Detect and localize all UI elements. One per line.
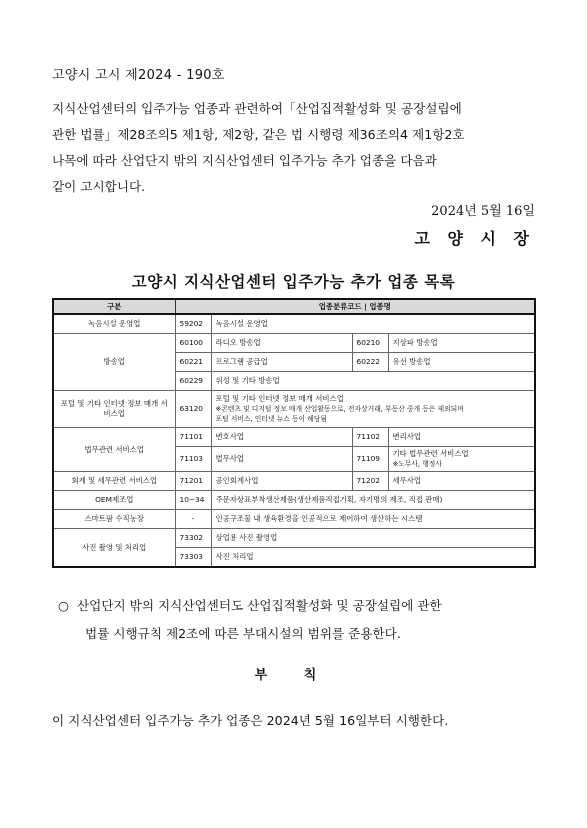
table-row <box>53 428 535 447</box>
table-row <box>53 391 535 428</box>
bullet-line: 법률 시행규칙 제2조에 따른 부대시설의 범위를 준용한다. <box>85 626 401 641</box>
table-row <box>53 491 535 510</box>
category-cell: 녹음시설 운영업 <box>53 314 175 334</box>
code-cell: 60221 <box>175 353 211 372</box>
name-cell: 사진 처리업 <box>211 548 535 568</box>
category-cell: 회계 및 세무관련 서비스업 <box>53 472 175 491</box>
code-cell: 71109 <box>352 447 388 472</box>
table-row <box>53 334 535 353</box>
table-row <box>53 529 535 548</box>
code-cell: 60229 <box>175 372 211 391</box>
code-cell: 63120 <box>175 391 211 428</box>
code-cell: 10~34 <box>175 491 211 510</box>
name-cell: 프로그램 공급업 <box>211 353 352 372</box>
notice-date: 2024년 5월 16일 <box>431 204 535 219</box>
code-cell: 73303 <box>175 548 211 568</box>
signer: 고 양 시 장 <box>414 229 535 248</box>
body-line: 나목에 따라 산업단지 밖의 지식산업센터 입주가능 추가 업종을 다음과 <box>52 153 437 168</box>
name-cell: 녹음시설 운영업 <box>211 314 535 334</box>
industry-note: ※콘텐츠 및 디지털 정보 매개 산업활동으로, 전자상거래, 부동산 중개 등은 제외되며 <box>215 405 464 413</box>
name-cell: 상업용 사진 촬영업 <box>211 529 535 548</box>
table-header-row <box>53 299 535 314</box>
bullet-paragraph <box>58 592 536 648</box>
name-cell <box>211 391 535 428</box>
industry-note: ※노무사, 행정사 <box>392 460 442 468</box>
name-cell: 라디오 방송업 <box>211 334 352 353</box>
category-cell: 사진 촬영 및 처리업 <box>53 529 175 568</box>
body-line: 관한 법률」제28조의5 제1항, 제2항, 같은 법 시행령 제36조의4 제1항2호 <box>52 127 465 142</box>
list-title: 고양시 지식산업센터 입주가능 추가 업종 목록 <box>131 273 456 291</box>
code-cell: 71103 <box>175 447 211 472</box>
name-cell: 지상파 방송업 <box>388 334 535 353</box>
code-cell: 59202 <box>175 314 211 334</box>
name-cell: 인공구조물 내 생육환경을 인공적으로 제어하여 생산하는 시스템 <box>211 510 535 529</box>
table-row <box>53 510 535 529</box>
supplementary-heading: 부 칙 <box>254 668 333 683</box>
industry-name: 기타 법무관련 서비스업 <box>392 449 469 458</box>
name-cell: 주문자상표부착생산제품(생산제품직접기획, 자기명의 제조, 직접 판매) <box>211 491 535 510</box>
notice-body <box>52 96 537 200</box>
name-cell <box>388 447 535 472</box>
code-cell: - <box>175 510 211 529</box>
category-cell: 법무관련 서비스업 <box>53 428 175 472</box>
effective-date-text: 이 지식산업센터 입주가능 추가 업종은 2024년 5월 16일부터 시행한다. <box>52 713 449 728</box>
industry-note: 포털 서비스, 인터넷 뉴스 등이 해당됨 <box>215 415 327 423</box>
code-cell: 71202 <box>352 472 388 491</box>
header-code-name: 업종분류코드 | 업종명 <box>175 299 535 314</box>
name-cell: 세무사업 <box>388 472 535 491</box>
name-cell: 법무사업 <box>211 447 352 472</box>
name-cell: 공인회계사업 <box>211 472 352 491</box>
category-cell: 방송업 <box>53 334 175 391</box>
code-cell: 60100 <box>175 334 211 353</box>
header-category: 구분 <box>53 299 175 314</box>
name-cell: 변호사업 <box>211 428 352 447</box>
name-cell: 변리사업 <box>388 428 535 447</box>
code-cell: 71201 <box>175 472 211 491</box>
bullet-circle-icon: ○ <box>58 598 69 613</box>
body-line: 같이 고시합니다. <box>52 179 146 194</box>
category-cell: 스마트팜 수직농장 <box>53 510 175 529</box>
bullet-line: 산업단지 밖의 지식산업센터도 산업집적활성화 및 공장설립에 관한 <box>77 598 442 613</box>
notice-number: 고양시 고시 제2024 - 190호 <box>52 68 225 83</box>
code-cell: 71102 <box>352 428 388 447</box>
code-cell: 73302 <box>175 529 211 548</box>
body-line: 지식산업센터의 입주가능 업종과 관련하여「산업집적활성화 및 공장설립에 <box>52 101 462 116</box>
industry-table <box>52 298 536 568</box>
category-cell: 포털 및 기타 인터넷 정보 매개 서비스업 <box>53 391 175 428</box>
table-row <box>53 314 535 334</box>
code-cell: 60222 <box>352 353 388 372</box>
name-cell: 유선 방송업 <box>388 353 535 372</box>
table-row <box>53 472 535 491</box>
code-cell: 71101 <box>175 428 211 447</box>
name-cell: 위성 및 기타 방송업 <box>211 372 535 391</box>
code-cell: 60210 <box>352 334 388 353</box>
industry-name: 포털 및 기타 인터넷 정보 매개 서비스업 <box>215 394 344 403</box>
category-cell: OEM제조업 <box>53 491 175 510</box>
